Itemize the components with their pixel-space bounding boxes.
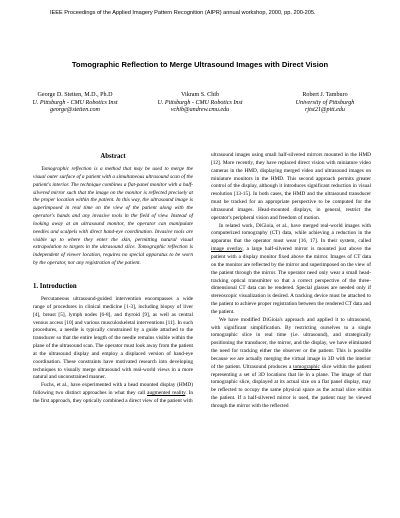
author-name: Robert J. Tamburo: [302, 92, 348, 98]
author-name: Vikram S. Chib: [180, 92, 220, 98]
abstract-text: Tomographic reflection is a method that may be used to merge the visual outer surface of a patient with a simultaneous ultrasound scan of the patient's interior. The technique combines a flat-panel monitor with a half-silvered mirror such that the image on the monitor is reflected precisely at the proper location within the patient. In this way, the ultrasound image is superimposed in real time on the view of the patient along with the operator's hands and any invasive tools in the field of view. Instead of looking away at an ultrasound monitor, the operator can manipulate needles and scalpels with direct hand-eye coordination. Invasive tools are visible up to where they enter the skin, permitting natural visual extrapolation to targets in the ultrasound slice. Tomographic reflection is independent of viewer location, requires no special apparatus to be worn by the operator, nor any registration of the patient.: [33, 166, 193, 267]
author-email: vchib@andrew.cmu.edu: [170, 107, 230, 114]
body-paragraph-1: ultrasound images using small half-silvered mirrors mounted in the HMD [12]. More recently, they have replaced direct vision with miniature video cameras in the HMD, displaying merged video and ultrasound images on miniature monitors in the HMD. This second approach permits greater control of the display, although it introduces significant reduction in visual resolution [13-15]. In both cases, the HMD and the ultrasound transducer must be tracked for an appropriate perspective to be computed for the ultrasound images. Head-mounted displays, in general, restrict the operator's peripheral vision and freedom of motion.: [211, 152, 371, 221]
emphasis-term: image overlay: [211, 246, 243, 253]
author-block: [20, 92, 380, 132]
author-2: [145, 92, 255, 115]
emphasis-term: augmented reality: [147, 390, 186, 397]
right-column: [211, 152, 371, 411]
emphasis-term: tomographic: [293, 363, 320, 370]
author-affiliation: University of Pittsburgh: [295, 99, 355, 106]
running-head: IEEE Proceedings of the Applied Imagery Pattern Recognition (AIPR) annual workshop, 2000, pp. 200-205.: [50, 10, 316, 16]
abstract-heading: Abstract: [100, 153, 126, 160]
author-affiliation: U. Pittsburgh - CMU Robotics Inst: [32, 99, 118, 106]
left-column: [33, 152, 193, 406]
author-email: george@stetten.com: [50, 107, 100, 114]
paragraph-text: In related work, DiGioia, et al., have merged real-world images with computerized tomography (CT) data, while achieving a reduction in the apparatus that the operator must wear [16, 17]. In their system, called: [211, 222, 371, 245]
body-paragraph-3: [211, 317, 371, 411]
author-3: [270, 92, 380, 115]
body-paragraph-2: [211, 223, 371, 317]
section-heading-introduction: 1. Introduction: [33, 282, 77, 290]
paragraph-text: slice within the patient representing a set of 3D locations that lie in a plane. The image of that tomographic slice, displayed at its actual size on a flat panel display, may be reflected to occupy the same physical space as the actual slice within the patient. If a half-silvered mirror is used, the patient may be viewed through the mirror with the reflected: [211, 363, 371, 409]
author-1: [20, 92, 130, 115]
author-email: rjtst21@pitt.edu: [305, 107, 345, 114]
author-name: George D. Stetten, M.D., Ph.D: [37, 92, 113, 98]
intro-paragraph-1: Percutaneous ultrasound-guided intervention encompasses a wide range of procedures in clinical medicine [1-3], including biopsy of liver [4], breast [5], lymph nodes [6-8], and thyroid [9], as well as central venous access [10] and various musculoskeletal interventions [11]. In such procedures, a needle is typically constrained by a guide attached to the transducer so that the entire length of the needle remains visible within the plane of the ultrasound scan. The operator must look away from the patient at the ultrasound display and employ a displaced version of hand-eye coordination. These constraints have motivated research into developing techniques to visually merge ultrasound with real-world views in a more natural and unconstrained manner.: [33, 295, 193, 381]
paragraph-text: , a large half-silvered mirror is mounted just above the patient with a display monitor fixed above the mirror. Images of CT data on the monitor are reflected by the mirror and superimposed on the view of the patient through the mirror. The operator need only wear a small head-tracking optical transmitter so that a correct perspective of the three-dimensional CT data can be rendered. Special glasses are needed only if stereoscopic visualization is desired. A tracking device must be attached to the patient to achieve proper registration between the rendered CT data and the patient.: [211, 246, 371, 315]
paragraph-text: We have modified DiGioia's approach and applied it to ultrasound, with significant simplification. By restricting ourselves to a single tomographic slice in real time (i.e. ultrasound), and strategically positioning the transducer, the mirror, and the display, we have eliminated the need for tracking either the observer or the patient. This is possible because we are actually merging the virtual image in 3D with the interior of the patient. Ultrasound produces a: [211, 316, 371, 370]
intro-paragraph-2: [33, 382, 193, 406]
paragraph-text: Fuchs, et al., have experimented with a head mounted display (HMD) following two distinct approaches in what they call: [33, 382, 193, 397]
paragraph-text: . In the first approach, they optically combined a direct view of the patient with: [33, 390, 193, 404]
author-affiliation: U. Pittsburgh - CMU Robotics Inst: [157, 99, 243, 106]
paper-title: Tomographic Reflection to Merge Ultrasound Images with Direct Vision: [71, 60, 329, 69]
